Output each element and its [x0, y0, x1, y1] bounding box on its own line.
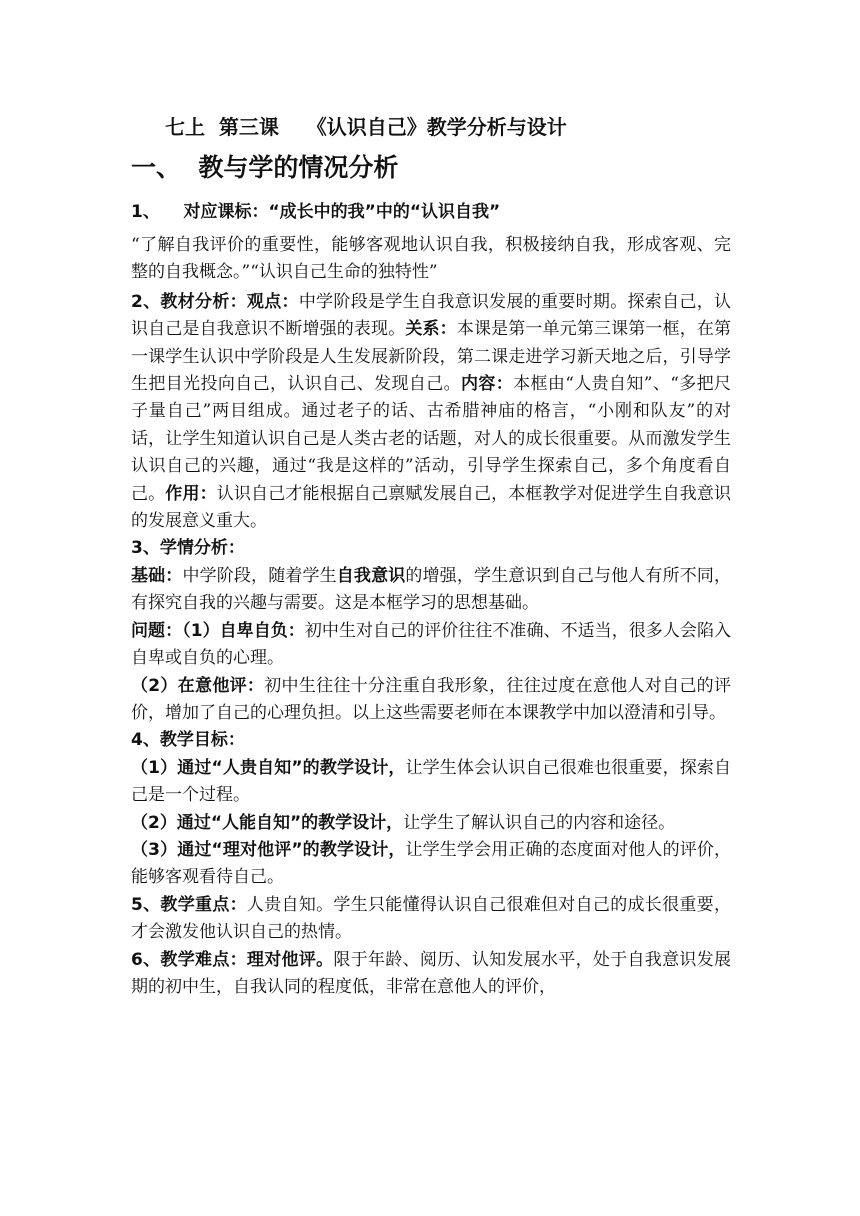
goal-1-text: 让学生体会认识自己很难也很重要，探索自己是一个过程。 [131, 757, 731, 806]
foundation-text-b: 的增强，学生意识到自己与他人有所不同，有探究自我的兴趣与需要。这是本框学习的思想基础。 [131, 565, 732, 614]
foundation-text-a: 中学阶段，随着学生 [182, 565, 337, 586]
curriculum-standard-heading: 1、 对应课标：“成长中的我”中的“认识自我” [131, 202, 501, 222]
section-heading-analysis: 一、 教与学的情况分析 [131, 153, 399, 182]
key-point-text: 人贵自知。学生只能懂得认识自己很难但对自己的成长很重要，才会激发他认识自己的热情。 [131, 894, 731, 943]
relation-label: 关系： [405, 319, 457, 340]
problem2-label: （2）在意他评： [131, 675, 265, 696]
quote-text: “了解自我评价的重要性，能够客观地认识自我，积极接纳自我，形成客观、完整的自我概念。”“认识自己生命的独特性” [131, 235, 731, 283]
difficulty-text: 限于年龄、阅历、认知发展水平，处于自我意识发展期的初中生，自我认同的程度低，非常在意他人的评价， [131, 949, 732, 997]
goal-1-label: （1）通过“人贵自知”的教学设计， [131, 757, 406, 778]
key-point-label: 5、教学重点： [131, 894, 247, 915]
relation-text: 本课是第一单元第三课第一框，在第一课学生认识中学阶段是人生发展新阶段，第二课走进学习新天地之后，引导学生把目光投向自己，认识自己、发现自己。 [131, 319, 732, 395]
difficulty-label: 6、教学难点：理对他评。 [131, 949, 334, 970]
self-awareness-term: 自我意识 [336, 565, 406, 586]
function-text: 认识自己才能根据自己禀赋发展自己，本框教学对促进学生自我意识的发展意义重大。 [131, 483, 732, 532]
difficulty-paragraph [131, 947, 731, 1002]
goal-3-label: （3）通过“理对他评”的教学设计， [131, 839, 406, 860]
teaching-goals-heading [131, 727, 731, 754]
problem2-text: 初中生往往十分注重自我形象，往往过度在意他人对自己的评价，增加了自己的心理负担。以上这些需要老师在本课教学中加以澄清和引导。 [131, 675, 731, 723]
foundation-label: 基础： [131, 565, 183, 586]
student-analysis-heading [131, 535, 731, 562]
viewpoint-text: 中学阶段是学生自我意识发展的重要时期。探索自己，认识自己是自我意识不断增强的表现。 [131, 291, 731, 340]
textbook-analysis-label: 2、教材分析： [131, 291, 247, 312]
content-label: 内容： [461, 374, 514, 395]
goal-3-text: 让学生学会用正确的态度面对他人的评价，能够客观看待自己。 [131, 839, 731, 888]
goal-2-text: 让学生了解认识自己的内容和途径。 [403, 812, 676, 833]
function-label: 作用： [165, 483, 217, 504]
teaching-goals-label: 4、教学目标： [131, 730, 245, 751]
problem-label: 问题：（1）自卑自负： [131, 620, 305, 641]
goal-2-label: （2）通过“人能自知”的教学设计， [131, 812, 404, 833]
key-point-paragraph [131, 892, 731, 947]
foundation-paragraph [131, 563, 731, 618]
document-page [131, 112, 731, 1001]
goal-2 [131, 810, 731, 837]
problem-paragraph-1 [131, 618, 731, 673]
student-analysis-label: 3、学情分析： [131, 538, 245, 559]
textbook-analysis-paragraph [131, 289, 731, 536]
content-text: 本框由“人贵自知”、“多把尺子量自己”两目组成。通过老子的话、古希腊神庙的格言，“小刚和队友”的对话，让学生知道认识自己是人类古老的话题，对人的成长很重要。从而激发学生认识自己的兴趣，通过“我是这样的”活动，引导学生探索自己，多个角度看自己。 [131, 374, 731, 504]
viewpoint-label: 观点： [246, 291, 299, 312]
goal-3 [131, 837, 731, 892]
goal-1 [131, 755, 731, 810]
curriculum-standard-quote [131, 232, 731, 287]
problem-paragraph-2 [131, 673, 731, 728]
document-title: 七上 第三课 《认识自己》教学分析与设计 [165, 115, 567, 139]
problem-text: 初中生对自己的评价往往不准确、不适当，很多人会陷入自卑或自负的心理。 [131, 620, 731, 669]
